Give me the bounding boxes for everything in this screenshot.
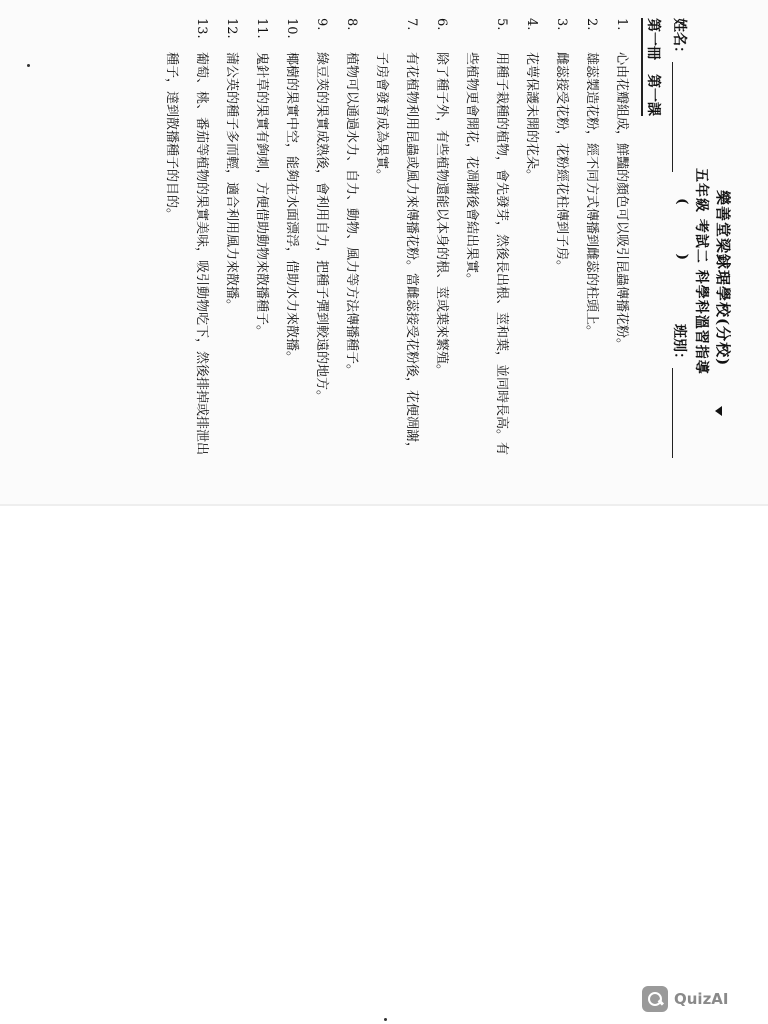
- item-number: 6.: [434, 18, 449, 31]
- item-number: 4.: [524, 18, 539, 31]
- rotated-worksheet: [62, 18, 734, 488]
- item-number: 12.: [224, 18, 239, 39]
- margin-triangle-mark: [715, 406, 722, 416]
- item-text: 葡萄、桃、番茄等植物的果實美味，吸引動物吃下，然後排掉或排泄出: [194, 52, 209, 456]
- list-item-continuation: [366, 18, 396, 488]
- item-text: 蒲公英的種子多而輕，適合利用風力來散播。: [224, 52, 239, 313]
- item-number: 2.: [584, 18, 599, 31]
- list-item: [546, 18, 576, 488]
- list-item: [186, 18, 216, 488]
- item-number: 11.: [254, 18, 269, 39]
- list-item: [336, 18, 366, 488]
- item-text: 雌蕊接受花粉，花粉經花柱傳到子房。: [554, 52, 569, 274]
- scanned-document: [0, 0, 768, 506]
- class-label: 班別：: [671, 324, 687, 366]
- item-text: 花萼保護未開的花朵。: [524, 52, 539, 183]
- list-item: [426, 18, 456, 488]
- item-list: [156, 18, 636, 488]
- item-text: 除了種子外，有些植物還能以本身的根、莖或葉來繁殖。: [434, 52, 449, 378]
- item-number: 8.: [344, 18, 359, 31]
- worksheet-subtitle: 五年級 考試二 科學科溫習指導: [693, 168, 709, 375]
- item-number: 3.: [554, 18, 569, 31]
- item-number: 13.: [194, 18, 209, 39]
- item-text: 椰樹的果實中空，能夠在水面漂浮，借助水力來散播。: [284, 52, 299, 365]
- scan-speck: [27, 64, 30, 67]
- item-number: 5.: [494, 18, 509, 31]
- list-item-continuation: [456, 18, 486, 488]
- item-text: 子房會發育成為果實。: [374, 52, 389, 183]
- item-text: 種子，達到散播種子的目的。: [164, 52, 179, 222]
- watermark: [642, 986, 729, 1012]
- list-item-continuation: [156, 18, 186, 488]
- item-text: 鬼針草的果實有鉤刺，方便借助動物來散播種子。: [254, 52, 269, 339]
- item-number: 9.: [314, 18, 329, 31]
- quizai-logo-icon: [642, 986, 668, 1012]
- scan-edge: [0, 504, 768, 506]
- watermark-label: QuizAI: [674, 990, 729, 1008]
- list-item: [246, 18, 276, 488]
- student-fields: [664, 18, 690, 658]
- item-text: 綠豆莢的果實成熟後，會利用自力，把種子彈到較遠的地方。: [314, 52, 329, 404]
- item-text: 有花植物利用昆蟲或風力來傳播花粉。當雌蕊接受花粉後，花便凋謝，: [404, 52, 419, 456]
- list-item: [306, 18, 336, 488]
- item-text: 用種子栽種的植物，會先發芽，然後長出根、莖和葉，並同時長高。有: [494, 52, 509, 456]
- item-number: 7.: [404, 18, 419, 31]
- lesson-heading: 第一冊 第一課: [641, 18, 664, 116]
- item-number: 1.: [614, 18, 629, 31]
- list-item: [396, 18, 426, 488]
- class-number-paren: ( ): [674, 198, 690, 283]
- list-item: [216, 18, 246, 488]
- item-number: 10.: [284, 18, 299, 39]
- item-text: 雄蕊製造花粉，經不同方式傳播到雌蕊的柱頭上。: [584, 52, 599, 339]
- list-item: [606, 18, 636, 488]
- scan-speck: [384, 1018, 387, 1021]
- list-item: [576, 18, 606, 488]
- name-line: [672, 62, 674, 172]
- class-line: [672, 368, 674, 458]
- name-label: 姓名：: [671, 18, 687, 60]
- list-item: [516, 18, 546, 488]
- school-name: 樂善堂梁銶琚學校(分校): [714, 190, 732, 367]
- item-text: 植物可以通過水力、自力、動物、風力等方法傳播種子。: [344, 52, 359, 378]
- list-item: [276, 18, 306, 488]
- item-text: 心由花瓣組成，鮮豔的顏色可以吸引昆蟲傳播花粉。: [614, 52, 629, 352]
- list-item: [486, 18, 516, 488]
- item-text: 些植物更會開花，花凋謝後會結出果實。: [464, 52, 479, 287]
